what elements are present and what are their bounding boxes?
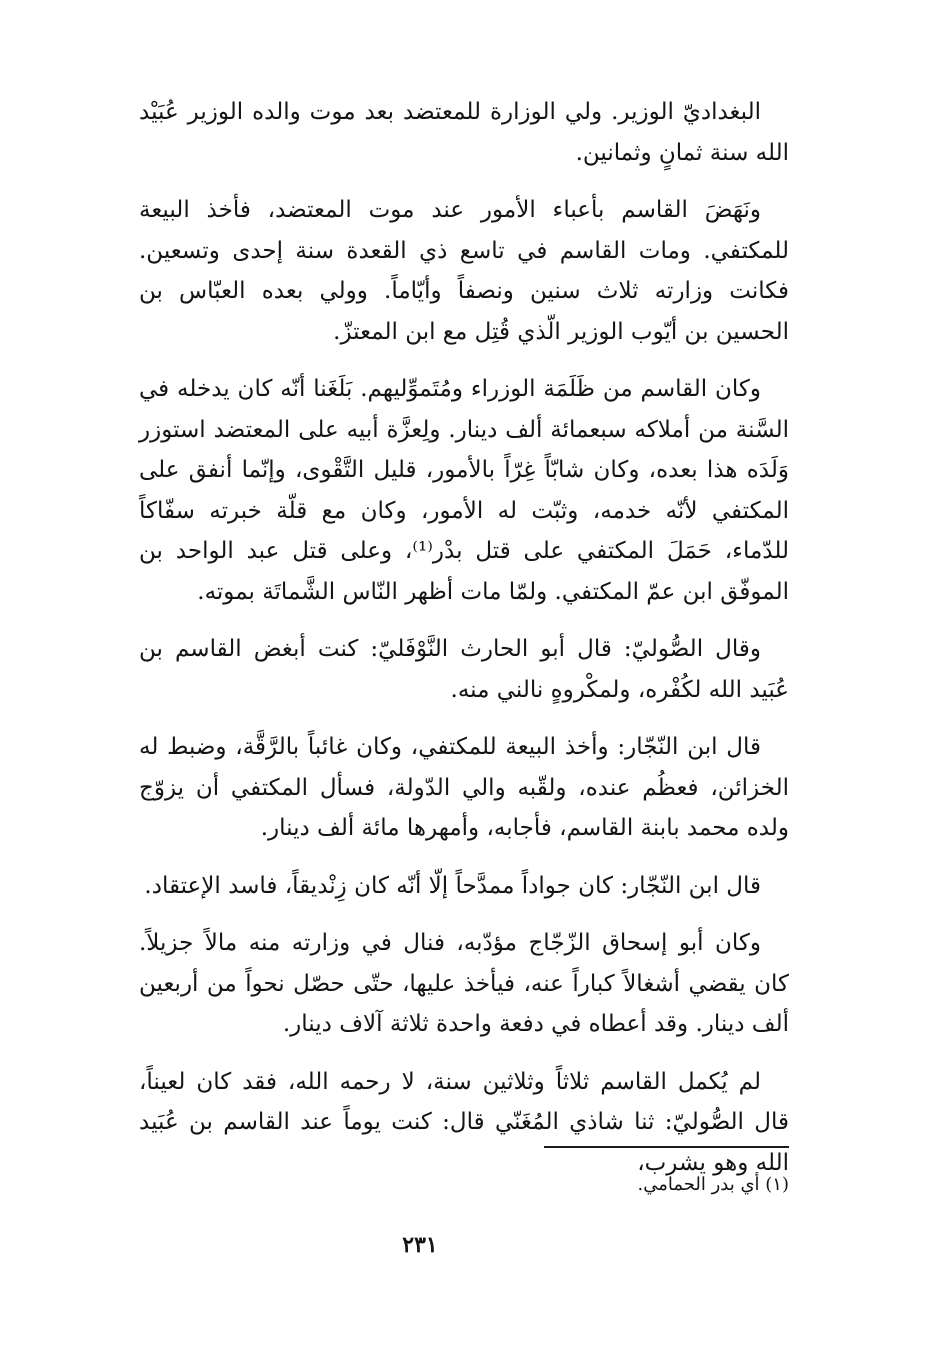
footnote-separator (544, 1146, 789, 1148)
paragraph: قال ابن النّجّار: كان جواداً ممدَّحاً إلّا أنّه كان زِنْديقاً، فاسد الإعتقاد. (144, 872, 761, 899)
page-number: ٢٣١ (402, 1232, 438, 1258)
main-text (139, 92, 789, 1200)
paragraph: وقال الصُّوليّ: قال أبو الحارث النَّوْفَليّ: كنت أبغض القاسم بن عُبَيد الله لكُفْره، ولمكْروهٍ نالني منه. (139, 636, 789, 703)
paragraph: البغداديّ الوزير. ولي الوزارة للمعتضد بعد موت والده الوزير عُبَيْد الله سنة ثمانٍ وثمانين. (139, 99, 789, 166)
paragraph: ونَهَضَ القاسم بأعباء الأمور عند موت المعتضد، فأخذ البيعة للمكتفي. ومات القاسم في تاسع ذي القعدة سنة إحدى وتسعين. فكانت وزارته ثلاث سنين ونصفاً وأيّاماً. وولي بعده العبّاس بن الحسين بن أيّوب الوزير الّذي قُتِل مع ابن المعتزّ. (139, 197, 789, 345)
paragraph: قال ابن النّجّار: وأخذ البيعة للمكتفي، وكان غائباً بالرَّقَّة، وضبط له الخزائن، فعظُم عنده، ولقّبه والي الدّولة، فسأل المكتفي أن يزوّج ولده محمد بابنة القاسم، فأجابه، وأمهرها مائة ألف دينار. (139, 734, 789, 841)
paragraph: وكان القاسم من ظَلَمَة الوزراء ومُتَموِّليهم. بَلَغَنا أنّه كان يدخله في السَّنة من أملاكه سبعمائة ألف دينار. ولِعزَّة أبيه على المعتضد استوزر وَلَدَه هذا بعده، وكان شابّاً غِرّاً بالأمور، قليل التَّقْوى، وإنّما أنفق على المكتفي لأنّه خدمه، وثبّت له الأمور، وكان مع قلّة خبرته سفّاكاً للدّماء، حَمَلَ المكتفي على قتل بدْر⁽¹⁾، وعلى قتل عبد الواحد بن الموفّق ابن عمّ المكتفي. ولمّا مات أظهر النّاس الشَّماتَة بموته. (139, 376, 790, 605)
paragraph: وكان أبو إسحاق الزّجّاج مؤدّبه، فنال في وزارته منه مالاً جزيلاً. كان يقضي أشغالاً كباراً عنه، فيأخذ عليها، حتّى حصّل نحواً من أربعين ألف دينار. وقد أعطاه في دفعة واحدة ثلاثة آلاف دينار. (139, 930, 789, 1037)
paragraph: لم يُكمل القاسم ثلاثاً وثلاثين سنة، لا رحمه الله، فقد كان لعيناً، قال الصُّوليّ: ثنا شاذي المُغَنّي قال: كنت يوماً عند القاسم بن عُبَيد الله وهو يشرب، (139, 1068, 789, 1176)
footnote: (١) أي بدر الحمامي. (637, 1174, 789, 1195)
